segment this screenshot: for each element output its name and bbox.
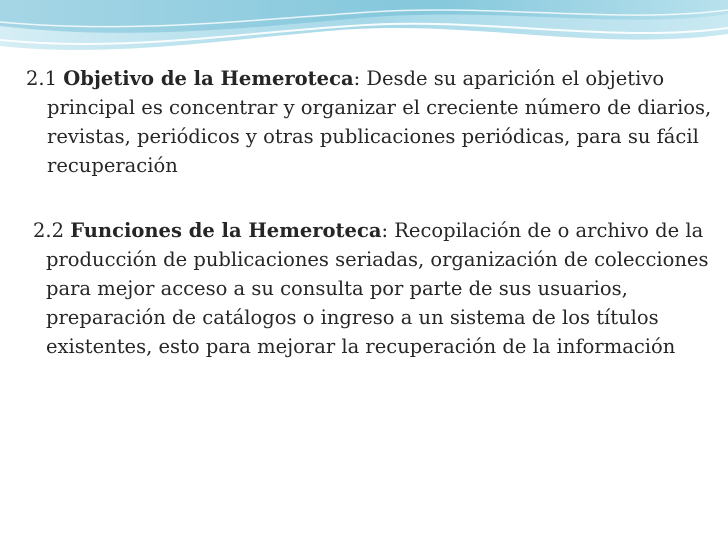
section-number: 2.2 xyxy=(33,219,71,242)
wave-banner-decoration xyxy=(0,0,728,60)
section-term: Funciones de la Hemeroteca xyxy=(70,219,382,242)
section-number: 2.1 xyxy=(26,67,64,90)
paragraph-objetivo xyxy=(26,64,716,180)
section-text: : Desde su aparición el objetivo principal es concentrar y organizar el creciente número de diarios, revistas, periódicos y otras publicaciones periódicas, para su fácil recuperación xyxy=(47,67,712,177)
content-area xyxy=(26,60,716,361)
paragraph-funciones xyxy=(26,216,716,361)
section-text: : Recopilación de o archivo de la producción de publicaciones seriadas, organización de colecciones para mejor acceso a su consulta por parte de sus usuarios, preparación de catálogos o ingreso a un sistema de los títulos existentes, esto para mejorar la recuperación de la información xyxy=(46,219,709,358)
section-term: Objetivo de la Hemeroteca xyxy=(63,67,354,90)
